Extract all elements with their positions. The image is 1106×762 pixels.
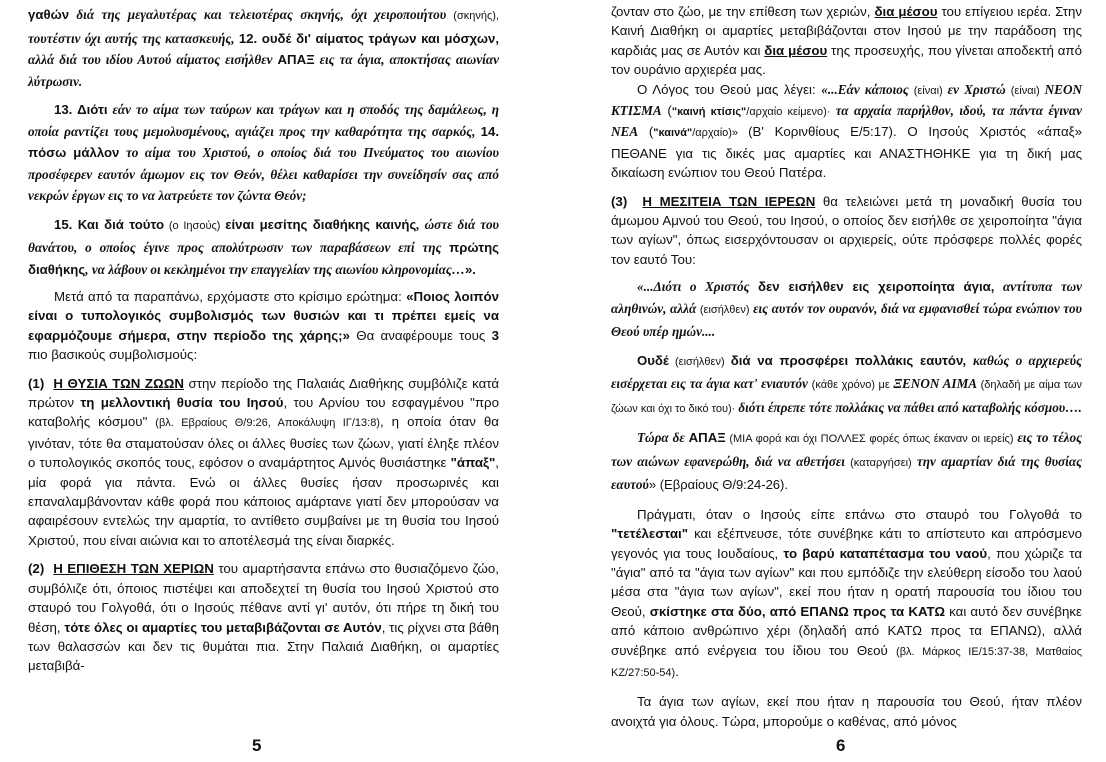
page-number-right: 6: [836, 736, 846, 755]
page-right: [553, 0, 1106, 762]
quote-hebrews-2: Ουδέ (εισήλθεν) διά να προσφέρει πολλάκις εαυτόν, καθώς ο αρχιερεύς εισέρχεται εις τα άγια κατ' ενιαυτόν (κάθε χρόνο) με ΞΕΝΟΝ ΑΙΜΑ (δηλαδή με αίμα των ζώων και όχι το δικό του)· διότι έπρεπε τότε πολλάκις να πάθει από καταβολής κόσμου….: [611, 352, 1083, 415]
final-paragraph: Τα άγια των αγίων, εκεί που ήταν η παρουσία του Θεού, ήταν πλέον ανοιχτά για όλους. Τώρα, μπορούμε ο καθένας, από μόνος: [611, 694, 1082, 729]
logos-paragraph: Ο Λόγος του Θεού μας λέγει: «...Εάν κάποιος (είναι) εν Χριστώ (είναι) ΝΕΟΝ ΚΤΙΣΜΑ ("καινή κτίσις"/αρχαίο κείμενο)· τα αρχαία παρήλθον, ιδού, τα πάντα έγιναν ΝΕΑ ("καινά"/αρχαίο)» (Β' Κορινθίους Ε/5:17). Ο Ιησούς Χριστός «άπαξ» ΠΕΘΑΝΕ για τις δικές μας αμαρτίες και ΑΝΑΣΤΗΘΗΚΕ για τη δική μας δικαίωση ενώπιον του Θεού Πατέρα.: [611, 81, 1083, 181]
question-paragraph: Μετά από τα παραπάνω, ερχόμαστε στο κρίσιμο ερώτημα: «Ποιος λοιπόν είναι ο τυπολογικός συμβολισμός των θυσιών και τι πρέπει εμείς να εφαρμόζουμε σήμερα, στην περίοδο της χάρης;» Θα αναφέρουμε τους 3 πιο βασικούς συμβολισμούς:: [28, 289, 500, 363]
symbolism-2: (2) Η ΕΠΙΘΕΣΗ ΤΩΝ ΧΕΡΙΩΝ του αμαρτήσαντα επάνω στο θυσιαζόμενο ζώο, συμβόλιζε ότι, όποιος πιστέψει και αποδεχτεί τη θυσία του Ιησού Χριστού στο σταυρό του Γολγοθά, ότι ο Ιησούς πέθανε αντί γι' αυτόν, ότι πήρε τη δική του θέση, τότε όλες οι αμαρτίες του μεταβιβάζονται σε Αυτόν, τις ρίχνει στα βάθη των θαλασσών και δεν τις θυμάται πια. Στην Παλαιά Διαθήκη, οι αμαρτίες μεταβιβά-: [28, 561, 500, 674]
page-number-left: 5: [252, 736, 262, 755]
continuation-paragraph: ζονταν στο ζώο, με την επίθεση των χεριών, δια μέσου του επίγειου ιερέα. Στην Καινή Διαθήκη οι αμαρτίες μεταβιβάζονται στον Ιησού με την παράδοση της καρδιάς μας σε Αυτόν και δια μέσου της προσευχής, που γίνεται αποδεκτή από τον ουράνιο αρχιερέα μας.: [611, 4, 1082, 78]
quote-continuation: γαθών διά της μεγαλυτέρας και τελειοτέρας σκηνής, όχι χειροποιήτου (σκηνής), τουτέστιν όχι αυτής της κατασκευής, 12. ουδέ δι' αίματος τράγων και μόσχων, αλλά διά του ιδίου Αυτού αίματος εισήλθεν ΑΠΑΞ εις τα άγια, αποκτήσας αιωνίαν λύτρωσιν.: [28, 7, 499, 89]
quote-verse-15: 15. Και διά τούτο (ο Ιησούς) είναι μεσίτης διαθήκης καινής, ώστε διά του θανάτου, ο οποίος έγινε προς απολύτρωσιν των παραβάσεων επί της πρώτης διαθήκης, να λάβουν οι κεκλημένοι την επαγγελίαν της αιωνίου κληρονομίας…».: [28, 216, 499, 277]
symbolism-1: (1) Η ΘΥΣΙΑ ΤΩΝ ΖΩΩΝ στην περίοδο της Παλαιάς Διαθήκης συμβόλιζε κατά πρώτον τη μελλοντική θυσία του Ιησού, του Αρνίου του εσφαγμένου "προ καταβολής κόσμου" (βλ. Εβραίους Θ/9:26, Αποκάλυψη ΙΓ/13:8), η οποία όταν θα γινόταν, τότε θα σταματούσαν όλες οι άλλες θυσίες των ζώων, γιατί έληξε πλέον ο τυπολογικός σκοπός τους, εφόσον ο αναμάρτητος Αμνός θυσιάστηκε "άπαξ", μία φορά για πάντα. Ενώ οι άλλες θυσίες ήσαν προσωρινές και επαναλαμβάνονταν κάθε φορά που κάποιος αμάρτανε γιατί δεν μπορούσαν να αφαιρέσουν εντελώς την αμαρτία, το αντίθετο συμβαίνει με τη θυσία του Ιησού Χριστού, που είναι αιώνια και το αποτέλεσμά της είναι διαρκές.: [28, 375, 500, 548]
quote-verses-13-14: 13. Διότι εάν το αίμα των ταύρων και τράγων και η σποδός της δαμάλεως, η οποία ραντίζει τους μεμολυσμένους, αγιάζει προς την καθαρότητα της σαρκός, 14. πόσω μάλλον το αίμα του Χριστού, ο οποίος διά του Πνεύματος του αιωνίου προσέφερεν εαυτόν άμωμον εις τον Θεόν, θέλει καθαρίσει την συνείδησίν σας από νεκρών έργων εις το να λατρεύετε τον ζώντα Θεόν;: [28, 102, 499, 203]
veil-paragraph: Πράγματι, όταν ο Ιησούς είπε επάνω στο σταυρό του Γολγοθά το "τετέλεσται" και εξέπνευσε, τότε συνέβηκε κάτι το απίστευτο και απρόσμενο γεγονός για τους Ιουδαίους, το βαρύ καταπέτασμα του ναού, που χώριζε τα "άγια" από τα "άγια των αγίων" και που εμπόδιζε την ελεύθερη είσοδο του λαού μέσα στα "άγια των αγίων", εκεί που ήταν η ορατή παρουσία του ίδιου του Θεού, σκίστηκε στα δύο, από ΕΠΑΝΩ προς τα ΚΑΤΩ και αυτό δεν συνέβηκε από κάποιο ανθρώπινο χέρι (δηλαδή από ΚΑΤΩ προς τα ΕΠΑΝΩ), αλλά συνέβηκε από ενέργεια του ίδιου του Θεού (βλ. Μάρκος ΙΕ/15:37-38, Ματθαίος ΚΖ/27:50-54).: [611, 506, 1083, 680]
quote-hebrews: «...Διότι ο Χριστός δεν εισήλθεν εις χειροποίητα άγια, αντίτυπα των αληθινών, αλλά (εισήλθεν) εις αυτόν τον ουρανόν, διά να εμφανισθεί τώρα ενώπιον του Θεού υπέρ ημών....: [611, 279, 1083, 340]
symbolism-3: (3) Η ΜΕΣΙΤΕΙΑ ΤΩΝ ΙΕΡΕΩΝ θα τελειώνει μετά τη μοναδική θυσία του άμωμου Αμνού του Θεού, του Ιησού, ο οποίος δεν εισήλθε σε χειροποίητα "άγια των αγίων", όπως εισερχόντουσαν οι αρχιερείς, ούτε πρόσφερε πολλές φορές τον εαυτό Του:: [611, 193, 1083, 267]
quote-hebrews-3: Τώρα δε ΑΠΑΞ (ΜΙΑ φορά και όχι ΠΟΛΛΕΣ φορές όπως έκαναν οι ιερείς) εις το τέλος των αιώνων εφανερώθη, διά να αθετήσει (καταργήσει) την αμαρτίαν διά της θυσίας εαυτού» (Εβραίους Θ/9:24-26).: [611, 430, 1082, 493]
